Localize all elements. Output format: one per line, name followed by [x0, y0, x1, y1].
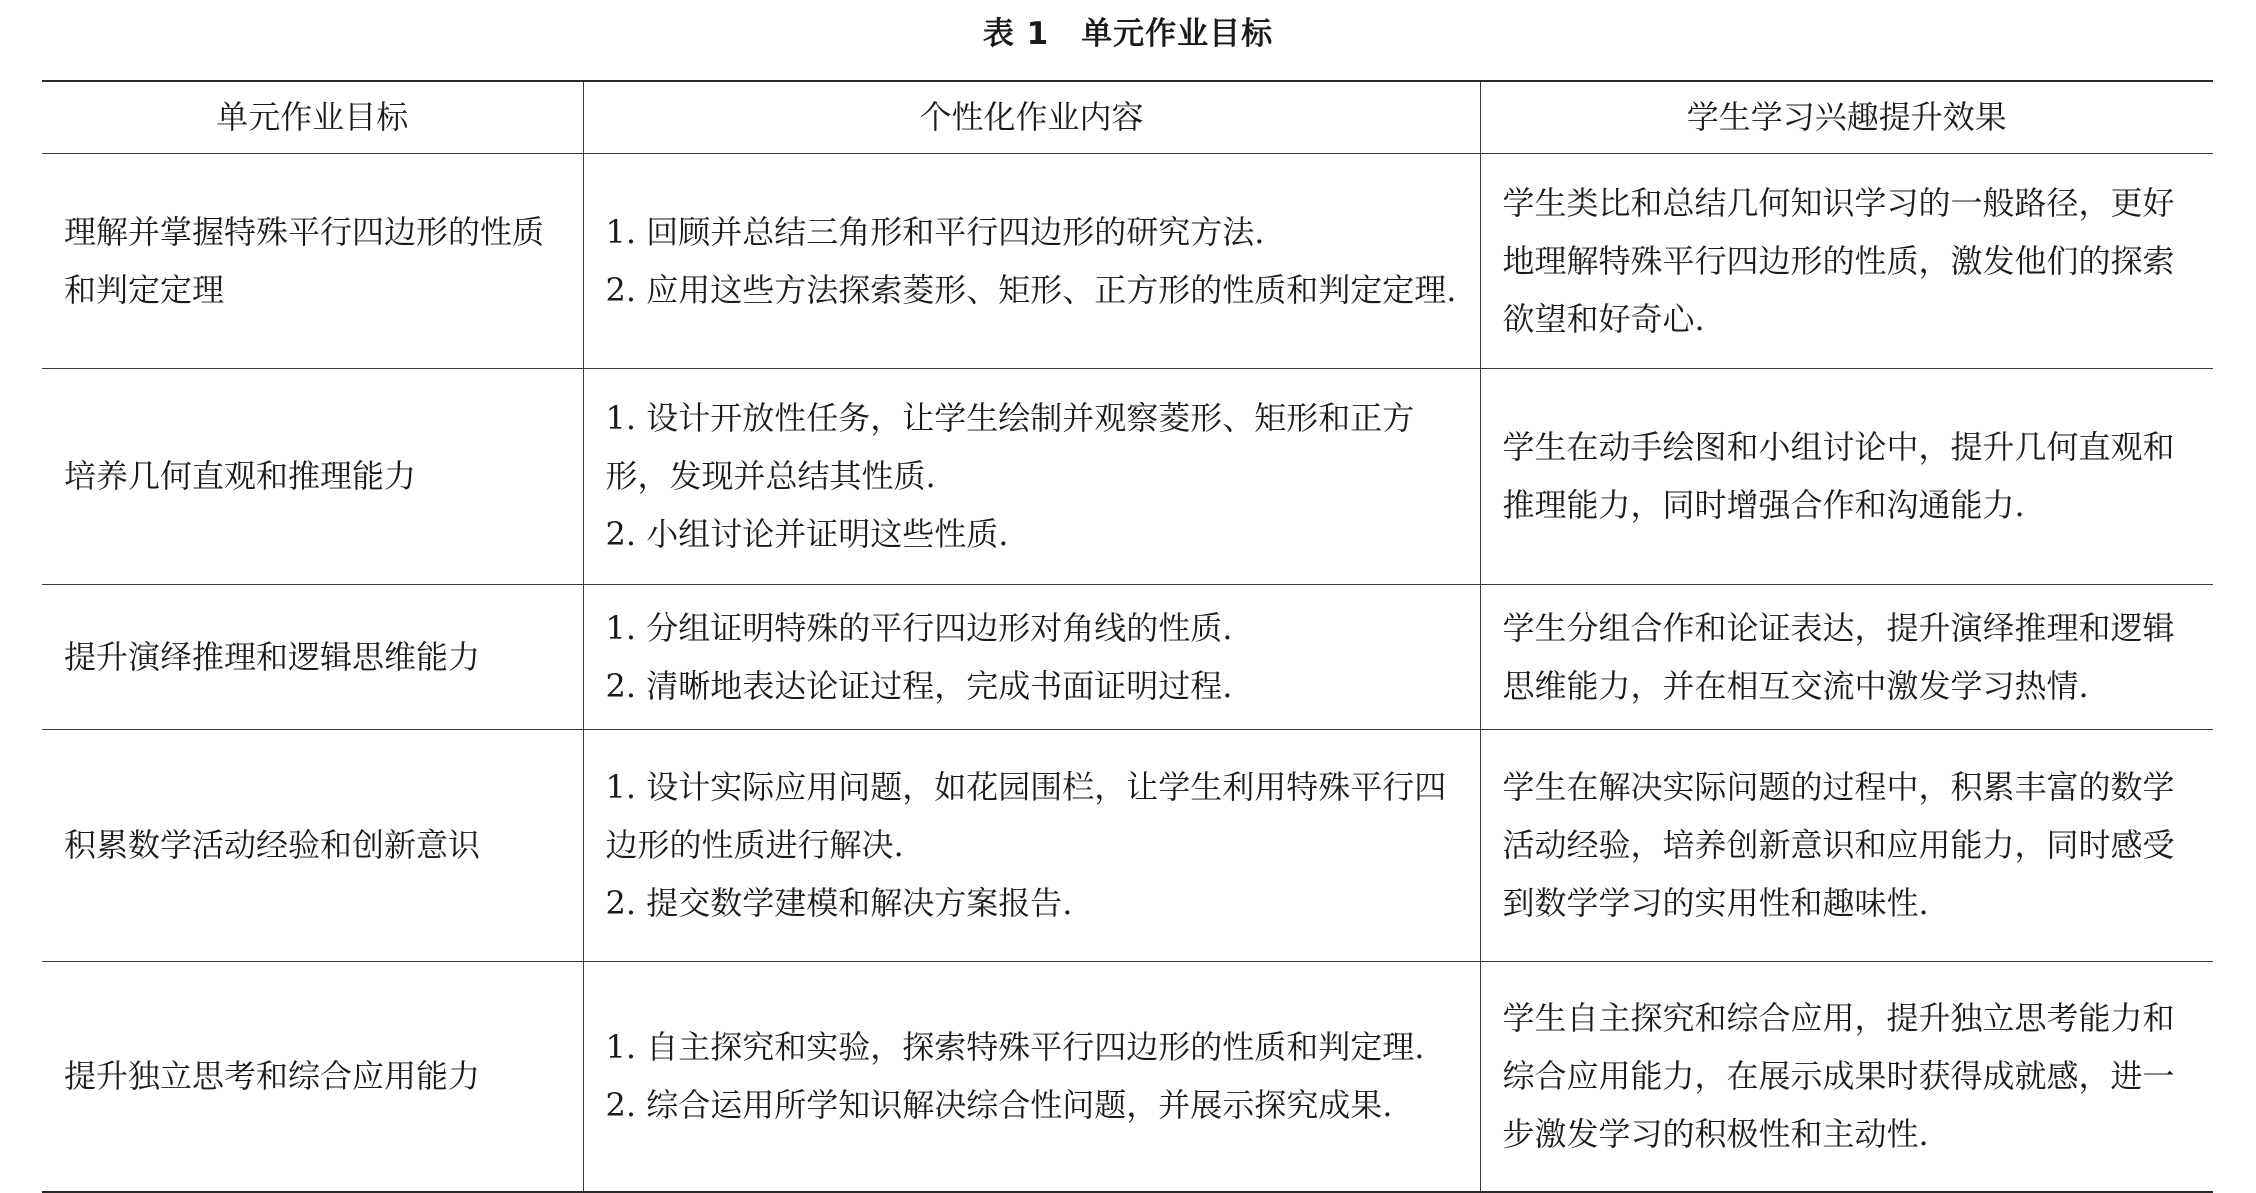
table-number: 表 1: [982, 16, 1050, 52]
content-cell: [583, 368, 1480, 584]
effect-cell: 学生分组合作和论证表达，提升演绎推理和逻辑思维能力，并在相互交流中激发学习热情.: [1480, 584, 2213, 729]
table-title: 单元作业目标: [1081, 16, 1274, 52]
effect-cell: 学生在解决实际问题的过程中，积累丰富的数学活动经验，培养创新意识和应用能力，同时感受到数学学习的实用性和趣味性.: [1480, 729, 2213, 961]
header-goal: 单元作业目标: [42, 81, 583, 153]
goals-table: [42, 80, 2213, 1193]
effect-cell: 学生类比和总结几何知识学习的一般路径，更好地理解特殊平行四边形的性质，激发他们的探索欲望和好奇心.: [1480, 153, 2213, 368]
content-cell: [583, 961, 1480, 1192]
header-content: 个性化作业内容: [583, 81, 1480, 153]
content-cell: [583, 729, 1480, 961]
goal-cell: 理解并掌握特殊平行四边形的性质和判定定理: [42, 153, 583, 368]
content-item: 2. 清晰地表达论证过程，完成书面证明过程.: [605, 666, 1233, 705]
table-row: [42, 729, 2213, 961]
effect-cell: 学生自主探究和综合应用，提升独立思考能力和综合应用能力，在展示成果时获得成就感，进一步激发学习的积极性和主动性.: [1480, 961, 2213, 1192]
content-item: 2. 应用这些方法探索菱形、矩形、正方形的性质和判定定理.: [605, 270, 1457, 309]
content-item: 1. 自主探究和实验，探索特殊平行四边形的性质和判定理.: [605, 1028, 1425, 1067]
goal-cell: 培养几何直观和推理能力: [42, 368, 583, 584]
content-item: 2. 综合运用所学知识解决综合性问题，并展示探究成果.: [605, 1086, 1393, 1125]
table-row: [42, 153, 2213, 368]
content-item: 1. 回顾并总结三角形和平行四边形的研究方法.: [605, 212, 1265, 251]
table-row: [42, 584, 2213, 729]
content-item: 1. 分组证明特殊的平行四边形对角线的性质.: [605, 608, 1233, 647]
table-caption: [0, 12, 2256, 56]
goal-cell: 提升演绎推理和逻辑思维能力: [42, 584, 583, 729]
content-cell: [583, 153, 1480, 368]
header-effect: 学生学习兴趣提升效果: [1480, 81, 2213, 153]
effect-cell: 学生在动手绘图和小组讨论中，提升几何直观和推理能力，同时增强合作和沟通能力.: [1480, 368, 2213, 584]
content-cell: [583, 584, 1480, 729]
table-row: [42, 961, 2213, 1192]
content-item: 1. 设计开放性任务，让学生绘制并观察菱形、矩形和正方形，发现并总结其性质.: [605, 399, 1415, 495]
content-item: 1. 设计实际应用问题，如花园围栏，让学生利用特殊平行四边形的性质进行解决.: [605, 768, 1447, 864]
table-header-row: [42, 81, 2213, 153]
content-item: 2. 小组讨论并证明这些性质.: [605, 515, 1009, 553]
goal-cell: 提升独立思考和综合应用能力: [42, 961, 583, 1192]
content-item: 2. 提交数学建模和解决方案报告.: [605, 884, 1073, 922]
goal-cell: 积累数学活动经验和创新意识: [42, 729, 583, 961]
table-row: [42, 368, 2213, 584]
